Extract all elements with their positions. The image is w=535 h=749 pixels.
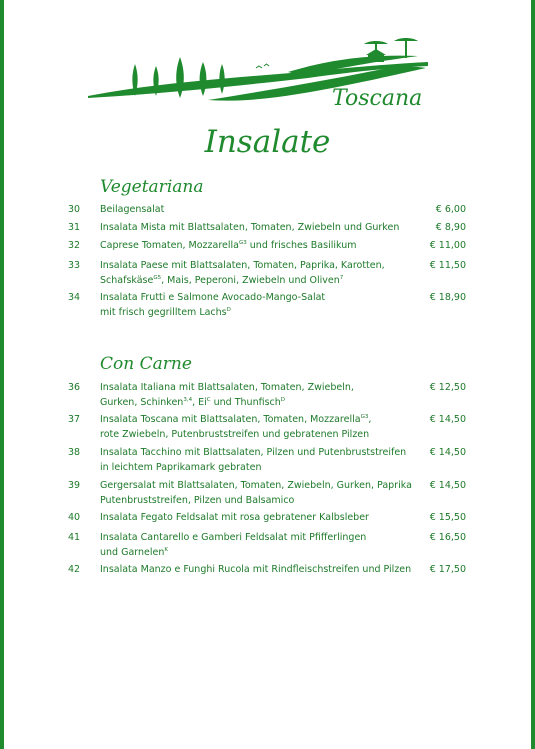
item-price: € 17,50	[429, 564, 466, 575]
item-description	[100, 530, 420, 560]
item-price: € 18,90	[429, 292, 466, 303]
item-description-line: Insalata Paese mit Blattsalaten, Tomaten, Paprika, Karotten,	[100, 260, 385, 271]
item-description-line: mit frisch gegrilltem Lachs$^D$	[100, 306, 231, 318]
item-number: 33	[68, 260, 81, 271]
item-price: € 11,50	[429, 260, 466, 271]
item-description-line: Caprese Tomaten, Mozzarella$^{G3}$ und frisches Basilikum	[100, 239, 357, 251]
item-description	[100, 562, 420, 577]
item-number: 42	[68, 564, 81, 575]
item-description	[100, 478, 420, 508]
item-description-line: Insalata Mista mit Blattsalaten, Tomaten, Zwiebeln und Gurken	[100, 222, 400, 233]
item-description-line: Insalata Tacchino mit Blattsalaten, Pilzen und Putenbruststreifen	[100, 447, 407, 458]
item-description	[100, 238, 420, 253]
item-price: € 14,50	[429, 480, 466, 491]
allergen-code: D	[280, 396, 286, 403]
item-description-line: rote Zwiebeln, Putenbruststreifen und gebratenen Pilzen	[100, 429, 370, 440]
item-description	[100, 412, 420, 442]
item-description-line: und Garnelen$^K$	[100, 546, 168, 558]
item-description-line: Insalata Frutti e Salmone Avocado-Mango-Salat	[100, 292, 326, 303]
item-description-line: in leichtem Paprikamark gebraten	[100, 462, 262, 473]
page-title: Insalate	[204, 124, 331, 160]
item-description-line: Schafskäse$^{G5}$, Mais, Peperoni, Zwiebeln und Oliven$^7$	[100, 274, 344, 286]
item-number: 38	[68, 447, 81, 458]
item-description-line: Insalata Italiana mit Blattsalaten, Tomaten, Zwiebeln,	[100, 382, 354, 393]
item-number: 37	[68, 414, 81, 425]
item-description	[100, 220, 420, 235]
allergen-code: G3	[360, 413, 369, 420]
allergen-code: D	[226, 306, 231, 313]
item-price: € 6,00	[435, 204, 466, 215]
item-description	[100, 202, 420, 217]
allergen-code: K	[164, 546, 168, 553]
item-price: € 8,90	[435, 222, 466, 233]
item-description-line: Insalata Cantarello e Gamberi Feldsalat mit Pfifferlingen	[100, 532, 367, 543]
item-number: 34	[68, 292, 81, 303]
item-description-line: Beilagensalat	[100, 204, 165, 215]
item-description-line: Insalata Manzo e Funghi Rucola mit Rindfleischstreifen und Pilzen	[100, 564, 412, 575]
item-price: € 16,50	[429, 532, 466, 543]
allergen-code: G3	[239, 239, 247, 246]
item-price: € 14,50	[429, 414, 466, 425]
item-description-line: Gurken, Schinken$^{3,4}$, $Ei^C$ und Thunfisch$^D$	[100, 396, 286, 408]
item-number: 39	[68, 480, 81, 491]
allergen-code: 3,4	[183, 396, 193, 403]
section-title: Con Carne	[100, 354, 192, 374]
item-number: 32	[68, 240, 81, 251]
item-number: 36	[68, 382, 81, 393]
item-description	[100, 258, 420, 288]
item-description	[100, 510, 420, 525]
brand-name: Toscana	[332, 86, 423, 111]
item-description-line: Insalata Toscana mit Blattsalaten, Tomaten, Mozzarella$^{G3}$,	[100, 413, 372, 425]
item-number: 30	[68, 204, 81, 215]
item-description	[100, 380, 420, 410]
item-description	[100, 445, 420, 475]
item-price: € 15,50	[429, 512, 466, 523]
item-description-line: Gergersalat mit Blattsalaten, Tomaten, Zwiebeln, Gurken, Paprika	[100, 480, 412, 491]
item-number: 31	[68, 222, 81, 233]
section-title: Vegetariana	[100, 177, 204, 197]
item-price: € 11,00	[429, 240, 466, 251]
item-description	[100, 290, 420, 320]
item-description-line: Insalata Fegato Feldsalat mit rosa gebratener Kalbsleber	[100, 512, 369, 523]
item-price: € 12,50	[429, 382, 466, 393]
allergen-code: C	[206, 396, 211, 403]
item-description-line: Putenbruststreifen, Pilzen und Balsamico	[100, 495, 295, 506]
allergen-code: 7	[339, 274, 344, 281]
item-price: € 14,50	[429, 447, 466, 458]
item-number: 41	[68, 532, 81, 543]
item-number: 40	[68, 512, 81, 523]
allergen-code: G5	[153, 274, 162, 281]
